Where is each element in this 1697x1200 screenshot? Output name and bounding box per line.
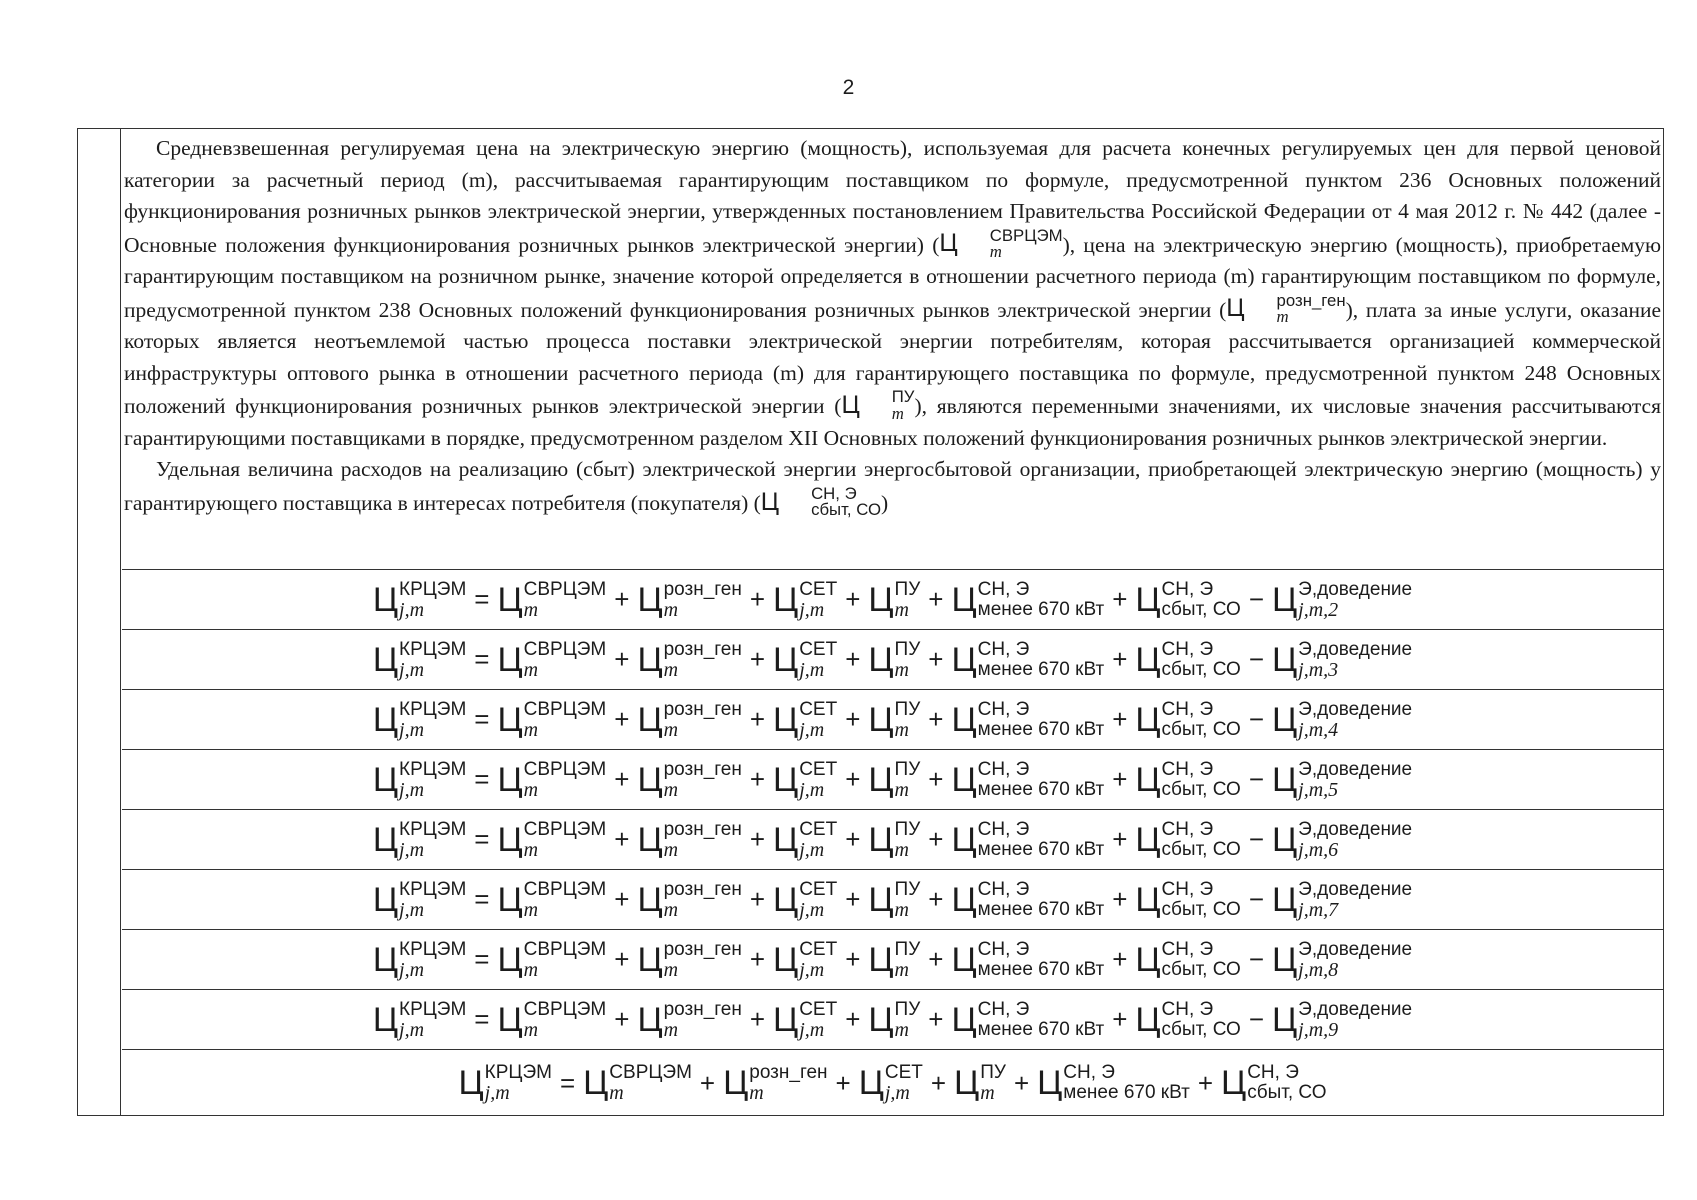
operator: −: [1248, 944, 1265, 974]
operator: +: [928, 944, 944, 974]
term-rozn: Ц розн_ген m: [723, 1062, 828, 1104]
operator: +: [845, 584, 861, 614]
term-set: Ц СЕТ j,m: [773, 938, 838, 981]
term-rozn: Ц розн_ген m: [637, 638, 742, 681]
term-rozn: Ц розн_ген m: [637, 578, 742, 621]
formula-row: [122, 569, 1663, 629]
operator: +: [749, 704, 766, 734]
term-sn670: Ц СН, Э менее 670 кВт: [1037, 1062, 1190, 1103]
operator: +: [614, 884, 630, 914]
operator: =: [474, 944, 490, 974]
operator: +: [835, 1067, 851, 1098]
operator: +: [1197, 1067, 1214, 1098]
term-rozn: Ц розн_ген m: [637, 818, 742, 861]
paragraph-1: Средневзвешенная регулируемая цена на электрическую энергию (мощность), используемая для расчета конечных регулируемых цен для первой ценовой категории за расчетный период (m), рассчитываемая гарантирующим поставщиком по формуле, предусмотренной пунктом 236 Основных положений функционирования розничных рынков электрической энергии, утвержденных постановлением Правительства Российской Федерации от 4 мая 2012 г. № 442 (далее - Основные положения функционирования розничных рынков электрической энергии) (Ц СВРЦЭМ m ), цена на электрическую энергию (мощность), приобретаемую гарантирующим поставщиком на розничном рынке, значение которой определяется в отношении расчетного периода (m) гарантирующим поставщиком по формуле, предусмотренной пунктом 238 Основных положений функционирования розничных рынков электрической энергии (Ц розн_ген m ), плата за иные услуги, оказание которых является неотъемлемой частью процесса поставки электрической энергии потребителям, которая рассчитывается организацией коммерческой инфраструктуры оптового рынка в отношении расчетного периода (m) для гарантирующего поставщика по формуле, предусмотренной пунктом 248 Основных положений функционирования розничных рынков электрической энергии (Ц ПУ m ), являются переменными значениями, их числовые значения рассчитываются гарантирующими поставщиками в порядке, предусмотренном разделом XII Основных положений функционирования розничных рынков электрической энергии.: [124, 136, 1662, 450]
operator: −: [1248, 1004, 1265, 1034]
term-krcem: Ц КРЦЭМ j,m: [372, 578, 467, 621]
term-svrcem: Ц СВРЦЭМ m: [583, 1062, 692, 1104]
term-set: Ц СЕТ j,m: [773, 878, 838, 921]
operator: +: [930, 1067, 947, 1098]
term-set: Ц СЕТ j,m: [773, 578, 838, 621]
operator: +: [749, 1004, 766, 1034]
term-rozn: Ц розн_ген m: [637, 758, 742, 801]
operator: −: [1248, 884, 1265, 914]
term-krcem: Ц КРЦЭМ j,m: [372, 878, 467, 921]
operator: +: [614, 824, 630, 854]
term-pu: Ц ПУ m: [868, 578, 921, 621]
term-dov: Ц Э,доведение j,m,6: [1272, 818, 1413, 861]
term-sn670: Ц СН, Э менее 670 кВт: [951, 998, 1105, 1040]
term-svrcem: Ц СВРЦЭМ m: [497, 698, 607, 741]
formula-row: [122, 809, 1663, 869]
operator: +: [749, 884, 766, 914]
term-krcem: Ц КРЦЭМ j,m: [372, 758, 467, 801]
operator: +: [928, 824, 944, 854]
term-svrcem: Ц СВРЦЭМ m: [497, 878, 607, 921]
operator: =: [474, 584, 490, 614]
operator: +: [1112, 824, 1128, 854]
operator: +: [928, 704, 944, 734]
term-pu: Ц ПУ m: [868, 998, 921, 1041]
term-svrcem: Ц СВРЦЭМ m: [497, 638, 607, 681]
operator: +: [614, 944, 630, 974]
operator: +: [614, 1004, 630, 1034]
term-snsbyt: Ц СН, Э сбыт, СО: [1135, 578, 1241, 620]
term-sn670: Ц СН, Э менее 670 кВт: [951, 578, 1105, 620]
operator: +: [845, 764, 861, 794]
term-sn670: Ц СН, Э менее 670 кВт: [951, 638, 1105, 680]
term-rozn: Ц розн_ген m: [637, 998, 742, 1041]
term-snsbyt: Ц СН, Э сбыт, СО: [1135, 818, 1241, 860]
operator: +: [845, 944, 861, 974]
term-sn670: Ц СН, Э менее 670 кВт: [951, 938, 1105, 980]
formula-row: [122, 989, 1663, 1049]
term-svrcem: Ц СВРЦЭМ m: [497, 758, 607, 801]
operator: +: [1112, 1004, 1128, 1034]
operator: +: [749, 824, 766, 854]
operator: +: [1112, 884, 1128, 914]
operator: +: [749, 944, 766, 974]
operator: +: [1112, 764, 1128, 794]
term-snsbyt: Ц СН, Э сбыт, СО: [1135, 998, 1241, 1040]
term-rozn: Ц розн_ген m: [637, 878, 742, 921]
operator: +: [928, 884, 944, 914]
term-set: Ц СЕТ j,m: [773, 818, 838, 861]
term-svrcem: Ц СВРЦЭМ m: [497, 938, 607, 981]
var-pu: Ц ПУ m: [841, 387, 915, 423]
operator: −: [1248, 704, 1265, 734]
operator: +: [928, 644, 944, 674]
formula-row: [122, 629, 1663, 689]
term-set: Ц СЕТ j,m: [773, 638, 838, 681]
term-set: Ц СЕТ j,m: [773, 758, 838, 801]
term-sn670: Ц СН, Э менее 670 кВт: [951, 698, 1105, 740]
term-pu: Ц ПУ m: [868, 938, 921, 981]
operator: +: [1013, 1067, 1030, 1098]
term-dov: Ц Э,доведение j,m,8: [1272, 938, 1413, 981]
operator: =: [474, 764, 490, 794]
operator: +: [1112, 944, 1128, 974]
operator: +: [928, 584, 944, 614]
operator: +: [749, 764, 766, 794]
var-svrcem: Ц СВРЦЭМ m: [939, 225, 1063, 262]
term-snsbyt: Ц СН, Э сбыт, СО: [1135, 938, 1241, 980]
left-column: [78, 129, 121, 1115]
term-snsbyt: Ц СН, Э сбыт, СО: [1221, 1062, 1327, 1103]
term-pu: Ц ПУ m: [868, 818, 921, 861]
formula-row: [122, 749, 1663, 809]
document-table: [77, 128, 1664, 1116]
term-set: Ц СЕТ j,m: [858, 1062, 923, 1104]
operator: =: [474, 1004, 490, 1034]
operator: +: [928, 1004, 944, 1034]
var-rozn-gen: Ц розн_ген m: [1226, 290, 1346, 327]
operator: +: [845, 824, 861, 854]
term-pu: Ц ПУ m: [868, 698, 921, 741]
operator: +: [845, 704, 861, 734]
term-dov: Ц Э,доведение j,m,3: [1272, 638, 1413, 681]
operator: =: [474, 644, 490, 674]
term-krcem: Ц КРЦЭМ j,m: [372, 938, 467, 981]
term-pu: Ц ПУ m: [868, 758, 921, 801]
term-pu: Ц ПУ m: [868, 638, 921, 681]
term-dov: Ц Э,доведение j,m,5: [1272, 758, 1413, 801]
operator: =: [474, 824, 490, 854]
operator: =: [474, 704, 490, 734]
operator: −: [1248, 584, 1265, 614]
term-svrcem: Ц СВРЦЭМ m: [497, 998, 607, 1041]
term-svrcem: Ц СВРЦЭМ m: [497, 578, 607, 621]
text-block: [122, 129, 1663, 519]
term-snsbyt: Ц СН, Э сбыт, СО: [1135, 698, 1241, 740]
term-snsbyt: Ц СН, Э сбыт, СО: [1135, 878, 1241, 920]
paragraph-2: Удельная величина расходов на реализацию (сбыт) электрической энергии энергосбытовой организации, приобретающей электрическую энергию (мощность) у гарантирующего поставщика в интересах потребителя (покупателя) (Ц СН, Э сбыт, СО ): [124, 457, 1661, 520]
operator: =: [474, 884, 490, 914]
operator: =: [559, 1067, 576, 1098]
formula-row: [122, 689, 1663, 749]
formula-row-final: [122, 1049, 1663, 1116]
term-sn670: Ц СН, Э менее 670 кВт: [951, 818, 1105, 860]
operator: −: [1248, 824, 1265, 854]
table-content-cell: [122, 129, 1663, 1115]
formula-rows: [122, 569, 1663, 1115]
term-krcem: Ц КРЦЭМ j,m: [458, 1062, 552, 1104]
term-krcem: Ц КРЦЭМ j,m: [372, 818, 467, 861]
term-krcem: Ц КРЦЭМ j,m: [372, 698, 467, 741]
term-krcem: Ц КРЦЭМ j,m: [372, 638, 467, 681]
operator: +: [749, 584, 766, 614]
term-svrcem: Ц СВРЦЭМ m: [497, 818, 607, 861]
term-dov: Ц Э,доведение j,m,2: [1272, 578, 1413, 621]
operator: +: [1112, 704, 1128, 734]
operator: −: [1248, 644, 1265, 674]
operator: +: [845, 644, 861, 674]
term-set: Ц СЕТ j,m: [773, 998, 838, 1041]
operator: +: [749, 644, 766, 674]
formula-row: [122, 929, 1663, 989]
operator: +: [928, 764, 944, 794]
operator: +: [845, 884, 861, 914]
operator: +: [845, 1004, 861, 1034]
term-sn670: Ц СН, Э менее 670 кВт: [951, 758, 1105, 800]
term-rozn: Ц розн_ген m: [637, 938, 742, 981]
term-dov: Ц Э,доведение j,m,9: [1272, 998, 1413, 1041]
operator: +: [614, 764, 630, 794]
formula-row: [122, 869, 1663, 929]
operator: +: [614, 704, 630, 734]
operator: −: [1248, 764, 1265, 794]
operator: +: [614, 584, 630, 614]
operator: +: [699, 1067, 716, 1098]
operator: +: [1112, 584, 1128, 614]
term-dov: Ц Э,доведение j,m,4: [1272, 698, 1413, 741]
term-pu: Ц ПУ m: [954, 1062, 1006, 1104]
operator: +: [1112, 644, 1128, 674]
term-pu: Ц ПУ m: [868, 878, 921, 921]
operator: +: [614, 644, 630, 674]
var-sn-sbyt: Ц СН, Э сбыт, СО: [760, 483, 882, 520]
term-snsbyt: Ц СН, Э сбыт, СО: [1135, 758, 1241, 800]
term-snsbyt: Ц СН, Э сбыт, СО: [1135, 638, 1241, 680]
term-krcem: Ц КРЦЭМ j,m: [372, 998, 467, 1041]
term-sn670: Ц СН, Э менее 670 кВт: [951, 878, 1105, 920]
term-dov: Ц Э,доведение j,m,7: [1272, 878, 1413, 921]
term-set: Ц СЕТ j,m: [773, 698, 838, 741]
page-number: 2: [842, 76, 855, 99]
term-rozn: Ц розн_ген m: [637, 698, 742, 741]
